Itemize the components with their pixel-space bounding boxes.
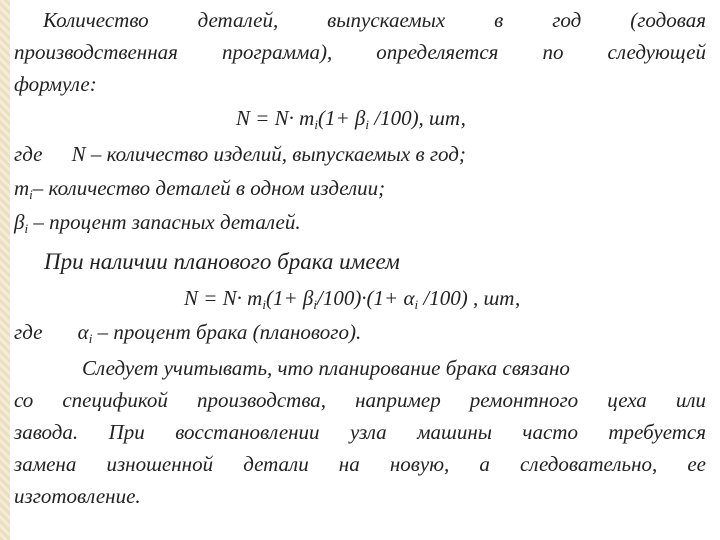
paragraph-3-line-1: Следует учитывать, что планирование брака связано bbox=[82, 356, 570, 380]
formula-2-part-d: /100) , шт, bbox=[418, 286, 521, 310]
paragraph-1-line-1: Количество деталей, выпускаемых в год (годовая bbox=[43, 8, 706, 32]
formula-1-part-c: /100), шт, bbox=[368, 106, 466, 130]
paragraph-2: При наличии планового брака имеем bbox=[44, 249, 400, 274]
paragraph-1-line-3: формуле: bbox=[14, 72, 97, 96]
formula-2-part-a: N = N· m bbox=[184, 286, 263, 310]
definition-beta-sub: i bbox=[24, 221, 29, 236]
formula-1-part-b: (1+ β bbox=[317, 106, 366, 130]
definition-m-text: – количество деталей в одном изделии; bbox=[32, 176, 386, 200]
paragraph-3-line-2: со спецификой производства, например ремонтного цеха или bbox=[14, 388, 706, 412]
formula-2-sub-2: i bbox=[313, 297, 317, 312]
paragraph-3-line-5: изготовление. bbox=[14, 484, 141, 508]
formula-1-sub: i bbox=[314, 117, 318, 132]
formula-2 bbox=[184, 286, 520, 317]
definition-n-text: N – количество изделий, выпускаемых в год; bbox=[71, 142, 466, 166]
formula-2-part-b: (1+ β bbox=[265, 286, 314, 310]
definition-n bbox=[14, 142, 466, 166]
definition-m-sub: i bbox=[29, 187, 33, 202]
definition-alpha-text: – процент брака (планового). bbox=[97, 320, 362, 344]
where-label-2: где bbox=[14, 320, 43, 344]
formula-2-part-c: /100)·(1+ α bbox=[316, 286, 415, 310]
definition-beta-text: – процент запасных деталей. bbox=[33, 210, 301, 234]
formula-2-sub: i bbox=[262, 297, 266, 312]
definition-m-symbol: m bbox=[14, 176, 30, 200]
definition-beta-symbol: β bbox=[14, 210, 25, 234]
formula-1-sub-2: i bbox=[365, 117, 369, 132]
formula-1 bbox=[236, 106, 466, 137]
definition-alpha-symbol: α bbox=[77, 320, 89, 344]
definition-m bbox=[14, 176, 385, 207]
formula-2-sub-3: i bbox=[414, 297, 419, 312]
paragraph-1-line-2: производственная программа), определяется по следующей bbox=[14, 40, 706, 64]
definition-alpha-sub: i bbox=[88, 331, 93, 346]
paragraph-3-line-3: завода. При восстановлении узла машины часто требуется bbox=[14, 420, 706, 444]
definition-beta bbox=[14, 210, 301, 241]
definition-alpha bbox=[14, 320, 361, 351]
paragraph-3-line-4: замена изношенной детали на новую, а следовательно, ее bbox=[14, 452, 706, 476]
formula-1-part-a: N = N· m bbox=[236, 106, 315, 130]
where-label: где bbox=[14, 142, 43, 166]
